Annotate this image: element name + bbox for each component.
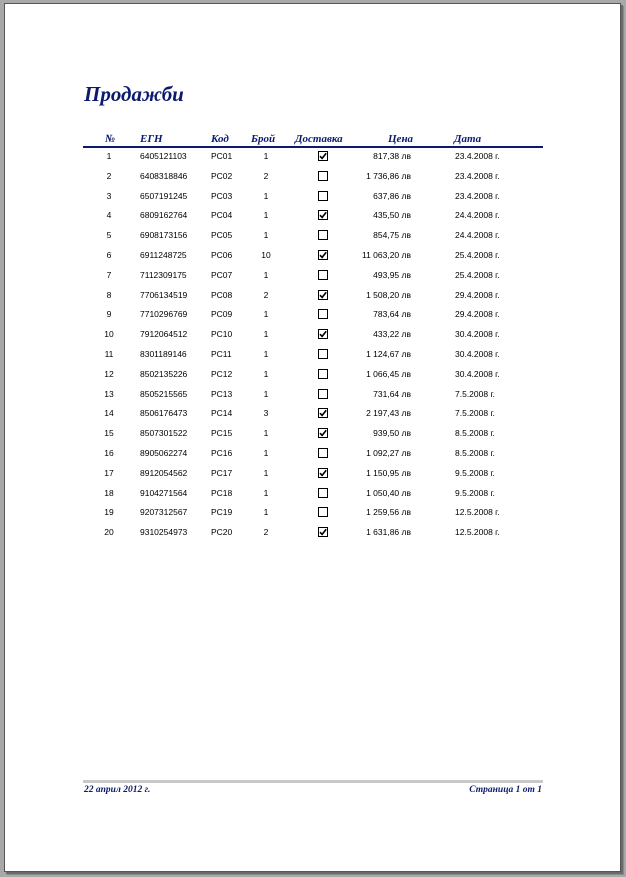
row-price: 1 050,40 лв	[366, 487, 411, 498]
row-number: 7	[106, 269, 112, 280]
row-egn: 6408318846	[140, 170, 188, 181]
row-price: 939,50 лв	[373, 428, 411, 439]
row-delivery-checkbox	[318, 250, 327, 259]
row-delivery-checkbox	[318, 527, 327, 536]
row-delivery-checkbox	[318, 210, 327, 219]
row-delivery-checkbox	[318, 448, 327, 457]
table-row	[5, 267, 620, 287]
row-number: 4	[106, 210, 112, 221]
row-date: 12.5.2008 г.	[455, 527, 500, 538]
table-row	[5, 405, 620, 425]
column-header-delivery: Доставка	[295, 133, 343, 145]
checkbox-unchecked-icon	[318, 448, 328, 458]
row-date: 29.4.2008 г.	[455, 309, 500, 320]
table-row	[5, 247, 620, 267]
row-code: PC06	[211, 249, 233, 260]
row-number: 20	[104, 527, 114, 538]
row-date: 9.5.2008 г.	[455, 487, 495, 498]
row-code: PC09	[211, 309, 233, 320]
checkbox-checked-icon	[318, 408, 328, 418]
table-row	[5, 188, 620, 208]
row-delivery-checkbox	[318, 329, 327, 338]
report-title: Продажби	[84, 82, 184, 106]
row-egn: 8912054562	[140, 467, 188, 478]
row-date: 8.5.2008 г.	[455, 428, 495, 439]
row-number: 3	[106, 190, 112, 201]
row-number: 19	[104, 507, 114, 518]
row-number: 2	[106, 170, 112, 181]
row-date: 25.4.2008 г.	[455, 269, 500, 280]
row-date: 23.4.2008 г.	[455, 170, 500, 181]
row-price: 2 197,43 лв	[366, 408, 411, 419]
checkbox-checked-icon	[318, 290, 328, 300]
table-row	[5, 465, 620, 485]
row-code: PC04	[211, 210, 233, 221]
row-price: 1 631,86 лв	[366, 527, 411, 538]
row-price: 435,50 лв	[373, 210, 411, 221]
row-quantity: 1	[263, 210, 269, 221]
row-quantity: 1	[263, 388, 269, 399]
row-egn: 8507301522	[140, 428, 188, 439]
row-number: 15	[104, 428, 114, 439]
row-code: PC20	[211, 527, 233, 538]
footer-date: 22 април 2012 г.	[84, 785, 151, 795]
row-egn: 9207312567	[140, 507, 188, 518]
row-code: PC17	[211, 467, 233, 478]
checkbox-unchecked-icon	[318, 507, 328, 517]
column-header-egn: ЕГН	[140, 133, 163, 145]
row-delivery-checkbox	[318, 488, 327, 497]
row-number: 14	[104, 408, 114, 419]
checkbox-checked-icon	[318, 468, 328, 478]
row-date: 23.4.2008 г.	[455, 151, 500, 161]
row-egn: 9310254973	[140, 527, 188, 538]
row-number: 13	[104, 388, 114, 399]
checkbox-checked-icon	[318, 428, 328, 438]
row-quantity: 1	[263, 487, 269, 498]
row-price: 817,38 лв	[373, 151, 411, 161]
row-quantity: 1	[263, 467, 269, 478]
row-number: 1	[106, 151, 112, 161]
row-delivery-checkbox	[318, 428, 327, 437]
footer-page-number: Страница 1 от 1	[469, 785, 542, 795]
row-egn: 7112309175	[140, 269, 187, 280]
row-delivery-checkbox	[318, 349, 327, 358]
row-delivery-checkbox	[318, 270, 327, 279]
row-date: 12.5.2008 г.	[455, 507, 500, 518]
row-date: 8.5.2008 г.	[455, 447, 495, 458]
row-delivery-checkbox	[318, 309, 327, 318]
table-row	[5, 366, 620, 386]
row-number: 11	[104, 348, 114, 359]
row-code: PC14	[211, 408, 233, 419]
row-egn: 8502135226	[140, 368, 188, 379]
row-egn: 7706134519	[140, 289, 188, 300]
checkbox-unchecked-icon	[318, 389, 328, 399]
table-row	[5, 524, 620, 544]
table-row	[5, 346, 620, 366]
row-code: PC12	[211, 368, 233, 379]
row-date: 7.5.2008 г.	[455, 408, 495, 419]
row-code: PC19	[211, 507, 233, 518]
checkbox-unchecked-icon	[318, 369, 328, 379]
row-price: 854,75 лв	[373, 230, 411, 241]
row-code: PC15	[211, 428, 233, 439]
row-quantity: 3	[263, 408, 269, 419]
row-egn: 8905062274	[140, 447, 188, 458]
checkbox-unchecked-icon	[318, 349, 328, 359]
row-delivery-checkbox	[318, 408, 327, 417]
column-header-num: №	[105, 133, 116, 145]
row-quantity: 1	[263, 329, 269, 340]
row-egn: 9104271564	[140, 487, 188, 498]
table-row	[5, 227, 620, 247]
row-code: PC03	[211, 190, 233, 201]
row-date: 23.4.2008 г.	[455, 190, 500, 201]
row-quantity: 1	[263, 230, 269, 241]
row-price: 1 259,56 лв	[366, 507, 411, 518]
checkbox-unchecked-icon	[318, 171, 328, 181]
row-delivery-checkbox	[318, 507, 327, 516]
row-delivery-checkbox	[318, 468, 327, 477]
row-quantity: 10	[261, 249, 271, 260]
sales-table	[5, 148, 620, 544]
checkbox-unchecked-icon	[318, 488, 328, 498]
checkbox-checked-icon	[318, 210, 328, 220]
row-date: 30.4.2008 г.	[455, 368, 500, 379]
checkbox-unchecked-icon	[318, 309, 328, 319]
report-page	[4, 3, 621, 872]
table-row	[5, 445, 620, 465]
row-price: 433,22 лв	[373, 329, 411, 340]
row-code: PC07	[211, 269, 233, 280]
row-delivery-checkbox	[318, 191, 327, 200]
checkbox-unchecked-icon	[318, 230, 328, 240]
row-egn: 8505215565	[140, 388, 188, 399]
row-price: 1 066,45 лв	[366, 368, 411, 379]
row-price: 1 124,67 лв	[366, 348, 411, 359]
row-date: 9.5.2008 г.	[455, 467, 495, 478]
column-header-date: Дата	[454, 133, 482, 145]
column-header-qty: Брой	[251, 133, 276, 145]
row-quantity: 2	[263, 170, 269, 181]
row-code: PC08	[211, 289, 233, 300]
row-code: PC11	[211, 348, 232, 359]
row-code: PC05	[211, 230, 233, 241]
row-price: 11 063,20 лв	[361, 249, 411, 260]
table-row	[5, 148, 620, 168]
row-egn: 6911248725	[140, 249, 187, 260]
checkbox-checked-icon	[318, 527, 328, 537]
row-number: 16	[104, 447, 114, 458]
row-delivery-checkbox	[318, 369, 327, 378]
row-egn: 7912064512	[140, 329, 188, 340]
row-price: 1 508,20 лв	[366, 289, 411, 300]
row-price: 1 736,86 лв	[366, 170, 411, 181]
table-row	[5, 207, 620, 227]
row-quantity: 1	[263, 368, 269, 379]
row-egn: 8301189146	[140, 348, 187, 359]
row-egn: 8506176473	[140, 408, 188, 419]
row-code: PC13	[211, 388, 233, 399]
row-number: 17	[104, 467, 114, 478]
row-date: 25.4.2008 г.	[455, 249, 500, 260]
row-delivery-checkbox	[318, 389, 327, 398]
row-quantity: 1	[263, 348, 269, 359]
checkbox-checked-icon	[318, 329, 328, 339]
row-date: 24.4.2008 г.	[455, 210, 500, 221]
row-number: 12	[104, 368, 114, 379]
row-number: 9	[106, 309, 112, 320]
table-row	[5, 386, 620, 406]
checkbox-unchecked-icon	[318, 270, 328, 280]
table-row	[5, 326, 620, 346]
row-quantity: 1	[263, 269, 269, 280]
checkbox-checked-icon	[318, 151, 328, 161]
row-egn: 7710296769	[140, 309, 188, 320]
checkbox-unchecked-icon	[318, 191, 328, 201]
row-egn: 6405121103	[140, 151, 187, 161]
table-row	[5, 485, 620, 505]
table-row	[5, 168, 620, 188]
table-row	[5, 504, 620, 524]
row-price: 1 150,95 лв	[366, 467, 411, 478]
row-quantity: 1	[263, 428, 269, 439]
table-row	[5, 306, 620, 326]
row-code: PC16	[211, 447, 233, 458]
table-row	[5, 287, 620, 307]
row-code: PC02	[211, 170, 233, 181]
row-number: 5	[106, 230, 112, 241]
row-egn: 6507191245	[140, 190, 188, 201]
row-number: 6	[106, 249, 112, 260]
row-date: 29.4.2008 г.	[455, 289, 500, 300]
row-quantity: 1	[263, 507, 269, 518]
row-delivery-checkbox	[318, 290, 327, 299]
row-delivery-checkbox	[318, 151, 327, 160]
row-date: 7.5.2008 г.	[455, 388, 495, 399]
row-price: 493,95 лв	[373, 269, 411, 280]
column-header-price: Цена	[388, 133, 414, 145]
row-price: 783,64 лв	[373, 309, 411, 320]
column-header-kod: Код	[211, 133, 229, 145]
row-code: PC10	[211, 329, 233, 340]
row-price: 731,64 лв	[373, 388, 411, 399]
row-date: 30.4.2008 г.	[455, 329, 500, 340]
row-date: 30.4.2008 г.	[455, 348, 500, 359]
row-quantity: 1	[263, 190, 269, 201]
row-delivery-checkbox	[318, 171, 327, 180]
row-quantity: 1	[263, 151, 269, 161]
row-delivery-checkbox	[318, 230, 327, 239]
row-price: 637,86 лв	[373, 190, 411, 201]
row-egn: 6908173156	[140, 230, 188, 241]
row-code: PC01	[211, 151, 233, 161]
table-row	[5, 425, 620, 445]
row-quantity: 2	[263, 527, 269, 538]
row-quantity: 2	[263, 289, 269, 300]
row-egn: 6809162764	[140, 210, 188, 221]
row-quantity: 1	[263, 309, 269, 320]
checkbox-checked-icon	[318, 250, 328, 260]
row-number: 10	[104, 329, 114, 340]
footer-divider	[83, 780, 543, 783]
row-price: 1 092,27 лв	[366, 447, 411, 458]
row-quantity: 1	[263, 447, 269, 458]
row-number: 8	[106, 289, 112, 300]
row-date: 24.4.2008 г.	[455, 230, 500, 241]
row-code: PC18	[211, 487, 233, 498]
row-number: 18	[104, 487, 114, 498]
